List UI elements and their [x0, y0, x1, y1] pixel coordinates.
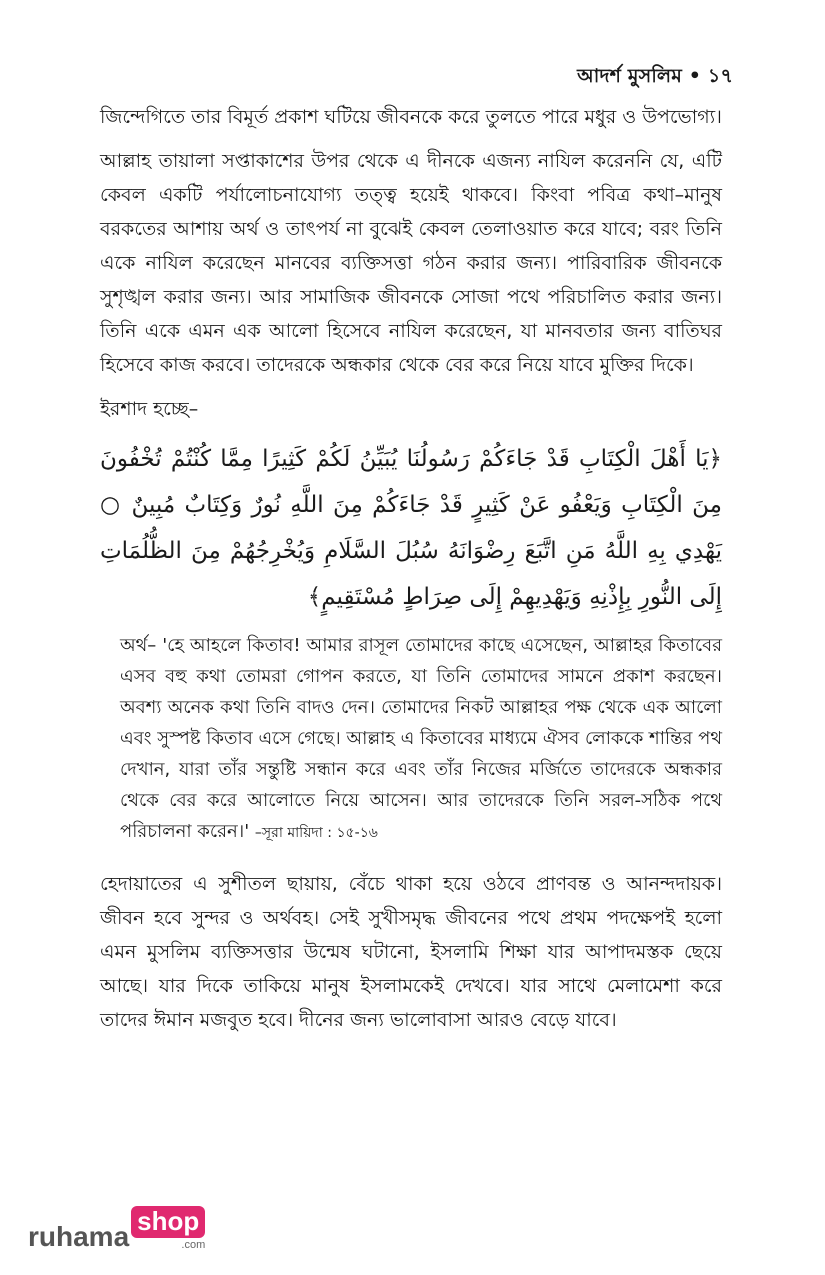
- paragraph-irshad: ইরশাদ হচ্ছে–: [100, 398, 199, 420]
- surah-reference: –সূরা মায়িদা : ১৫-১৬: [254, 825, 378, 841]
- paragraph-main: আল্লাহ তায়ালা সপ্তাকাশের উপর থেকে এ দীনকে এজন্য নাযিল করেননি যে, এটি কেবল একটি পর্যালোচনাযোগ্য তত্ত্ব হয়েই থাকবে। কিংবা পবিত্র কথা–মানুষ বরকতের আশায় অর্থ ও তাৎপর্য না বুঝেই কেবল তেলাওয়াত করে যাবে; বরং তিনি একে নাযিল করেছেন মানবের ব্যক্তিসত্তা গঠন করার জন্য। পারিবারিক জীবনকে সুশৃঙ্খল করার জন্য। আর সামাজিক জীবনকে সোজা পথে পরিচালিত করার জন্য। তিনি একে এমন এক আলো হিসেবে নাযিল করেছেন, যা মানবতার জন্য বাতিঘর হিসেবে কাজ করবে। তাদেরকে অন্ধকার থেকে বের করে নিয়ে যাবে মুক্তির দিকে।: [100, 150, 722, 376]
- page-header: আদর্শ মুসলিম • ১৭: [577, 65, 733, 87]
- logo-ruhama-text: ruhama: [28, 1221, 130, 1252]
- ruhamashop-logo: [28, 1206, 205, 1251]
- logo-domain-text: .com: [181, 1239, 206, 1251]
- translation-text: অর্থ– 'হে আহলে কিতাব! আমার রাসূল তোমাদের কাছে এসেছেন, আল্লাহর কিতাবের এসব বহু কথা তোমরা গোপন করতে, যা তিনি তোমাদের সামনে প্রকাশ করছেন। অবশ্য অনেক কথা তিনি বাদও দেন। তোমাদের নিকট আল্লাহর পক্ষ থেকে এক আলো এবং সুস্পষ্ট কিতাব এসে গেছে। আল্লাহ এ কিতাবের মাধ্যমে ঐসব লোককে শান্তির পথ দেখান, যারা তাঁর সন্তুষ্টি সন্ধান করে এবং তাঁর নিজের মর্জিতে তাদেরকে অন্ধকার থেকে বের করে আলোতে নিয়ে আসেন। আর তাদেরকে তিনি সরল-সঠিক পথে পরিচালনা করেন।': [120, 635, 722, 842]
- logo-shop-wrap: [131, 1206, 205, 1251]
- arabic-verse: ﴿يَا أَهْلَ الْكِتَابِ قَدْ جَاءَكُمْ رَسُولُنَا يُبَيِّنُ لَكُمْ كَثِيرًا مِمَّا كُنْتُمْ تُخْفُونَ مِنَ الْكِتَابِ وَيَعْفُو عَنْ كَثِيرٍ قَدْ جَاءَكُمْ مِنَ اللَّهِ نُورٌ وَكِتَابٌ مُبِينٌ ○ يَهْدِي بِهِ اللَّهُ مَنِ اتَّبَعَ رِضْوَانَهُ سُبُلَ السَّلَامِ وَيُخْرِجُهُمْ مِنَ الظُّلُمَاتِ إِلَى النُّورِ بِإِذْنِهِ وَيَهْدِيهِمْ إِلَى صِرَاطٍ مُسْتَقِيمٍ﴾: [100, 446, 722, 610]
- translation-block: [120, 630, 722, 849]
- page-body: [100, 100, 722, 1047]
- paragraph-closing: হেদায়াতের এ সুশীতল ছায়ায়, বেঁচে থাকা হয়ে ওঠবে প্রাণবন্ত ও আনন্দদায়ক। জীবন হবে সুন্দর ও অর্থবহ। সেই সুখীসমৃদ্ধ জীবনের পথে প্রথম পদক্ষেপই হলো এমন মুসলিম ব্যক্তিসত্তার উন্মেষ ঘটানো, ইসলামি শিক্ষা যার আপাদমস্তক ছেয়ে আছে। যার দিকে তাকিয়ে মানুষ ইসলামকেই দেখবে। যার সাথে মেলামেশা করে তাদের ঈমান মজবুত হবে। দীনের জন্য ভালোবাসা আরও বেড়ে যাবে।: [100, 873, 722, 1031]
- paragraph-intro: জিন্দেগিতে তার বিমূর্ত প্রকাশ ঘটিয়ে জীবনকে করে তুলতে পারে মধুর ও উপভোগ্য।: [100, 106, 722, 128]
- logo-shop-badge: shop: [131, 1206, 205, 1238]
